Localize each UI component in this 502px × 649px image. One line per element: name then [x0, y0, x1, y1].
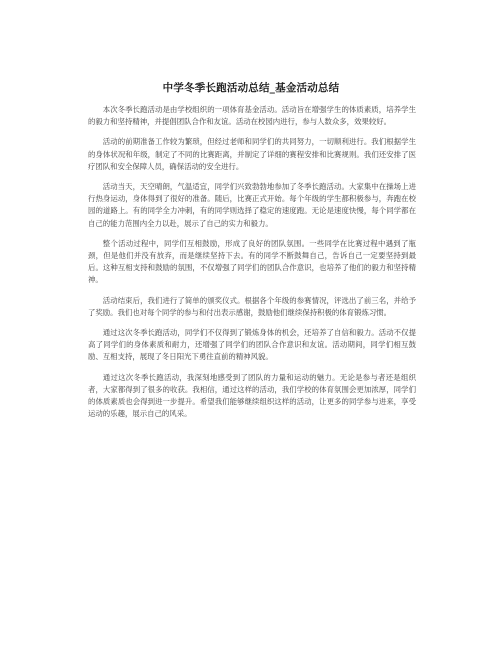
document-body	[88, 104, 416, 428]
paragraph-intro: 本次冬季长跑活动是由学校组织的一项体育基金活动。活动旨在增强学生的体质素质，培养学生的毅力和坚持精神，并提倡团队合作和友谊。活动在校园内进行，参与人数众多，效果较好。	[88, 105, 416, 127]
paragraph-benefits: 通过这次冬季长跑活动，同学们不仅得到了锻炼身体的机会，还培养了自信和毅力。活动不仅提高了同学们的身体素质和耐力，还增强了同学们的团队合作意识和友谊。活动期间，同学们相互鼓励、互相支持，展现了冬日阳光下勇往直前的精神风貌。	[88, 328, 416, 362]
document-title: 中学冬季长跑活动总结_基金活动总结	[162, 82, 340, 94]
paragraph-preparation: 活动的前期准备工作较为繁琐，但经过老师和同学们的共同努力，一切顺利进行。我们根据学生的身体状况和年级，制定了不同的比赛距离，并制定了详细的赛程安排和比赛规则。我们还安排了医疗团队和安全保障人员，确保活动的安全进行。	[88, 137, 416, 171]
paragraph-event-day: 活动当天，天空晴朗，气温适宜，同学们兴致勃勃地参加了冬季长跑活动。大家集中在操场上进行热身运动，身体得到了很好的准备。随后，比赛正式开始。每个年级的学生都积极参与，奔跑在校园的道路上。有的同学全力冲刺，有的同学则选择了稳定的速度跑。无论是速度快慢，每个同学都在自己的能力范围内全力以赴，展示了自己的实力和毅力。	[88, 182, 416, 228]
paragraph-teamwork: 整个活动过程中，同学们互相鼓励，形成了良好的团队氛围。一些同学在比赛过程中遇到了瓶颈，但是他们并没有放弃，而是继续坚持下去。有的同学不断鼓舞自己，告诉自己一定要坚持到最后。这种互相支持和鼓励的氛围，不仅增强了同学们的团队合作意识，也培养了他们的毅力和坚持精神。	[88, 238, 416, 285]
paragraph-conclusion: 通过这次冬季长跑活动，我深刻地感受到了团队的力量和运动的魅力。无论是参与者还是组织者，大家都得到了很多的收获。我相信，通过这样的活动，我们学校的体育氛围会更加浓厚，同学们的体质素质也会得到进一步提升。希望我们能够继续组织这样的活动，让更多的同学参与进来，享受运动的乐趣，展示自己的风采。	[88, 372, 416, 419]
paragraph-awards: 活动结束后，我们进行了简单的颁奖仪式。根据各个年级的参赛情况，评选出了前三名，并给予了奖励。我们也对每个同学的参与和付出表示感谢，鼓励他们继续保持积极的体育锻炼习惯。	[88, 295, 416, 317]
